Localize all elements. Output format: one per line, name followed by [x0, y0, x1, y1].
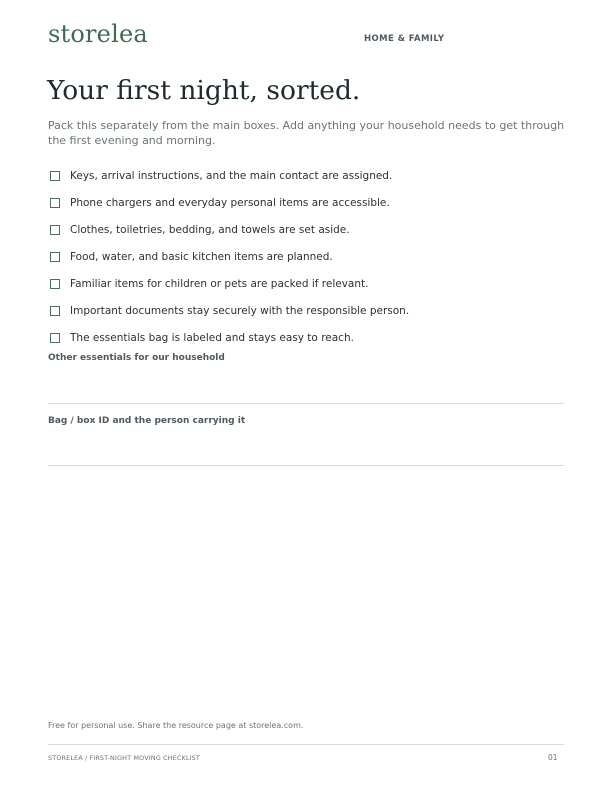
checklist-item-label: Clothes, toiletries, bedding, and towels are set aside. — [70, 223, 350, 236]
bag-id-write-line[interactable] — [48, 465, 564, 466]
checkbox[interactable] — [50, 171, 60, 181]
category-label: HOME & FAMILY — [364, 34, 445, 44]
checkbox[interactable] — [50, 306, 60, 316]
bag-id-label: Bag / box ID and the person carrying it — [48, 416, 246, 426]
checkbox[interactable] — [50, 279, 60, 289]
usage-note: Free for personal use. Share the resource page at storelea.com. — [48, 721, 304, 730]
checklist-item — [48, 162, 409, 189]
checkbox[interactable] — [50, 198, 60, 208]
checkbox[interactable] — [50, 252, 60, 262]
checklist-item — [48, 189, 409, 216]
checklist-item-label: Keys, arrival instructions, and the main contact are assigned. — [70, 169, 393, 182]
checklist-item-label: Familiar items for children or pets are packed if relevant. — [70, 277, 369, 290]
intro-text: Pack this separately from the main boxes. Add anything your household needs to get through the first evening and morning. — [48, 119, 565, 147]
document-label: STORELEA / FIRST-NIGHT MOVING CHECKLIST — [48, 754, 200, 762]
checklist-item-label: Food, water, and basic kitchen items are planned. — [70, 250, 333, 263]
checklist-item — [48, 270, 409, 297]
other-essentials-write-line[interactable] — [48, 403, 564, 404]
checklist-item — [48, 216, 409, 243]
page-number: 01 — [548, 753, 558, 762]
brand-logo: storelea — [48, 20, 148, 48]
checklist-item-label: The essentials bag is labeled and stays easy to reach. — [70, 331, 354, 344]
checkbox[interactable] — [50, 225, 60, 235]
checklist-item — [48, 324, 409, 351]
checklist-item — [48, 297, 409, 324]
other-essentials-label: Other essentials for our household — [48, 353, 225, 363]
checklist-item — [48, 243, 409, 270]
footer-divider — [48, 744, 564, 745]
checklist-item-label: Important documents stay securely with the responsible person. — [70, 304, 410, 317]
checkbox[interactable] — [50, 333, 60, 343]
page-title: Your first night, sorted. — [47, 75, 361, 106]
checklist — [48, 162, 409, 351]
checklist-item-label: Phone chargers and everyday personal items are accessible. — [70, 196, 390, 209]
